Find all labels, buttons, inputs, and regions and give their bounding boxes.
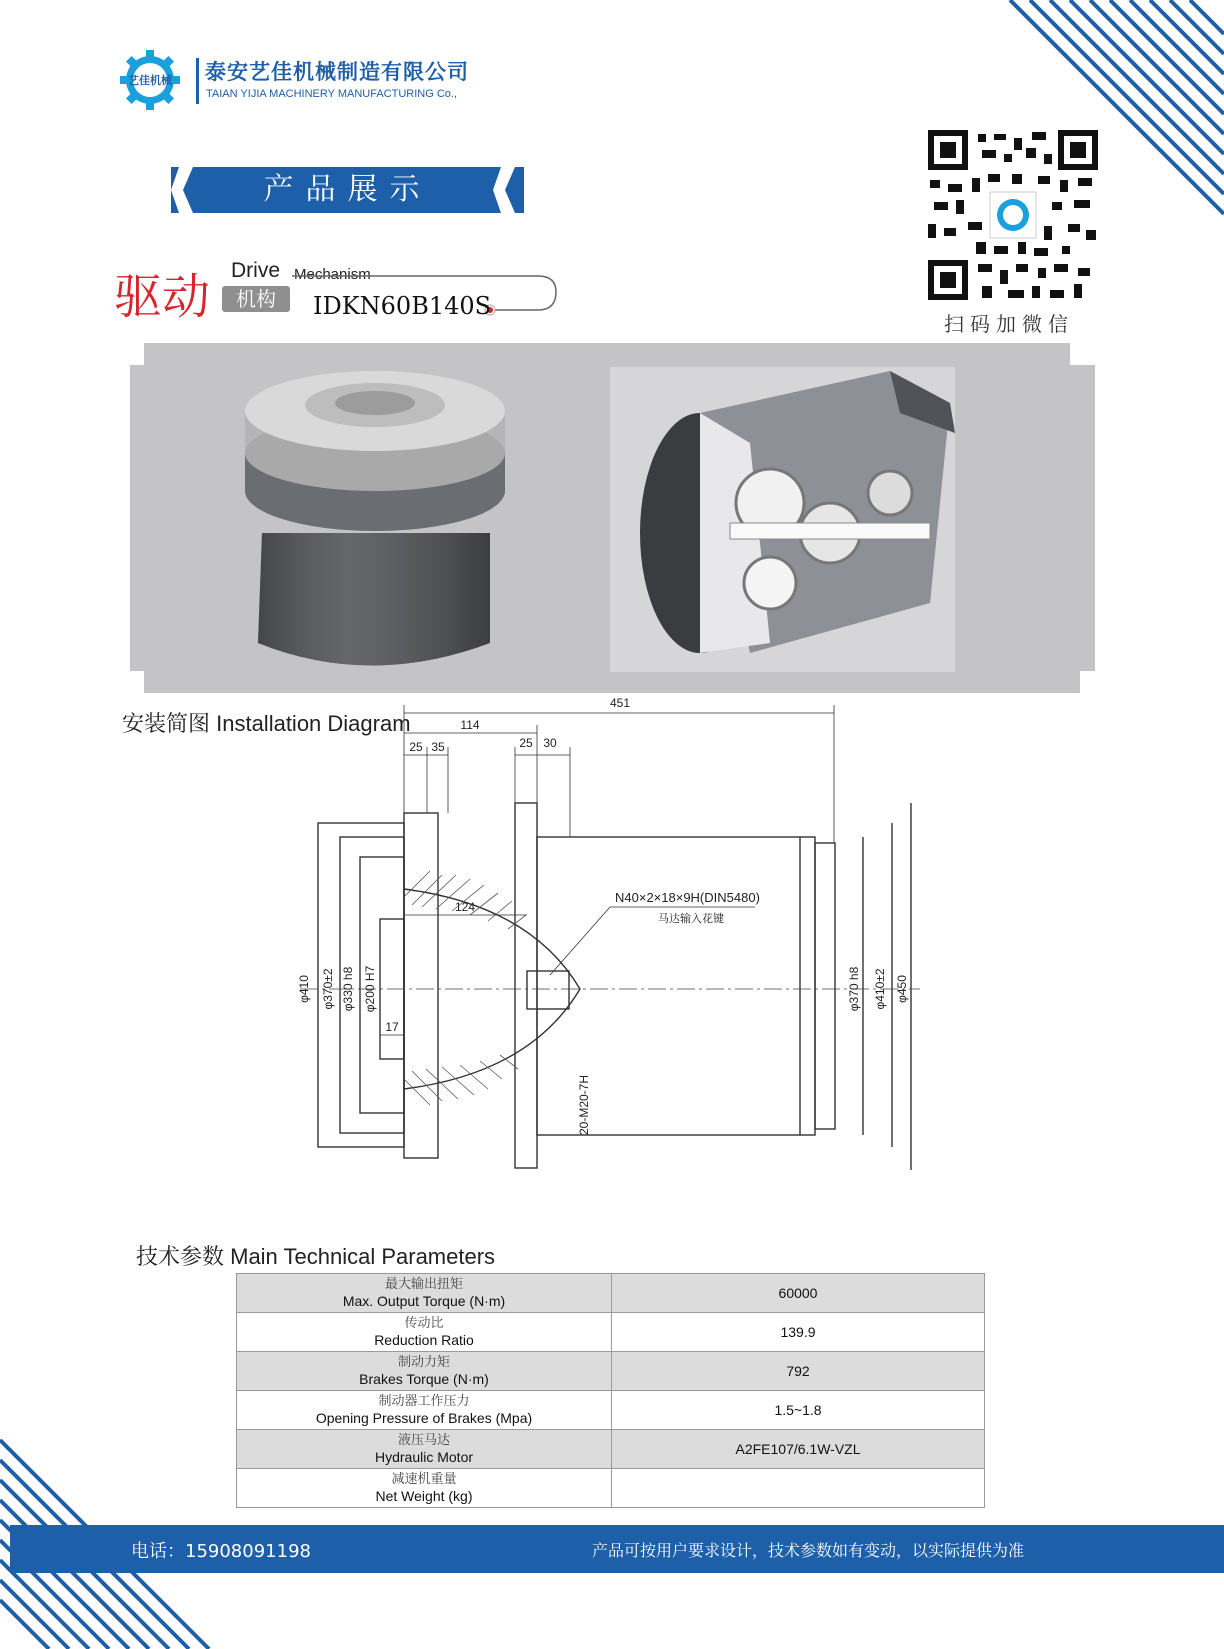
table-row: 最大输出扭矩 Max. Output Torque (N·m) 60000 [237,1274,985,1313]
param-value [612,1469,985,1508]
table-row: 传动比 Reduction Ratio 139.9 [237,1313,985,1352]
dim-17: 17 [385,1020,399,1034]
section-title-en-mechanism: Mechanism [294,266,371,283]
dim-25a: 25 [409,740,423,754]
table-row: 液压马达 Hydraulic Motor A2FE107/6.1W-VZL [237,1430,985,1469]
installation-diagram [280,696,940,1235]
dim-35: 35 [431,740,445,754]
dim-phi450: φ450 [895,975,909,1003]
dim-25b: 25 [519,736,533,750]
footer-note: 产品可按用户要求设计，技术参数如有变动，以实际提供为准 [592,1541,1025,1560]
param-value: 139.9 [612,1313,985,1352]
section-title-cn: 驱动 [114,269,211,325]
company-logo-gear-icon [118,48,182,112]
dim-30: 30 [543,736,557,750]
company-name-en: TAIAN YIJIA MACHINERY MANUFACTURING Co., [206,88,458,100]
spline-spec: N40×2×18×9H(DIN5480) [615,890,760,905]
param-value: 792 [612,1352,985,1391]
table-row: 制动力矩 Brakes Torque (N·m) 792 [237,1352,985,1391]
section-title-en-drive: Drive [231,259,281,282]
model-number: IDKN60B140S [313,292,492,320]
product-photo-panel [130,343,1095,693]
logo-text: 艺佳机械 [128,74,172,87]
param-value: A2FE107/6.1W-VZL [612,1430,985,1469]
dim-124: 124 [454,900,476,914]
dim-114: 114 [460,718,480,732]
qr-code[interactable] [928,130,1098,300]
param-value: 1.5~1.8 [612,1391,985,1430]
parameters-table [236,1273,985,1508]
footer-phone: 电话：15908091198 [131,1541,311,1562]
param-value: 60000 [612,1274,985,1313]
section-title-cn-2: 机构 [222,286,290,312]
spline-note: 马达输入花键 [658,913,724,925]
dim-phi370r: φ370 h8 [847,966,861,1012]
table-row: 制动器工作压力 Opening Pressure of Brakes (Mpa) 1.5~1.8 [237,1391,985,1430]
gearbox-photo [245,371,505,666]
installation-title: 安装简图 Installation Diagram [122,711,411,736]
table-row: 减速机重量 Net Weight (kg) [237,1469,985,1508]
dim-phi330: φ330 h8 [341,966,355,1012]
parameters-title: 技术参数 Main Technical Parameters [136,1244,496,1269]
qr-label: 扫码加微信 [944,312,1074,336]
company-name-cn: 泰安艺佳机械制造有限公司 [205,60,469,84]
dim-phi370: φ370±2 [321,968,335,1010]
dim-overall: 451 [609,696,631,710]
banner-title: 产品展示 [263,172,432,207]
dim-phi410: φ410 [297,975,311,1003]
dim-phi200: φ200 H7 [363,965,377,1013]
dim-phi410r: φ410±2 [873,968,887,1010]
logo-divider [196,58,199,104]
dim-bolts: 20-M20-7H [577,1074,591,1136]
